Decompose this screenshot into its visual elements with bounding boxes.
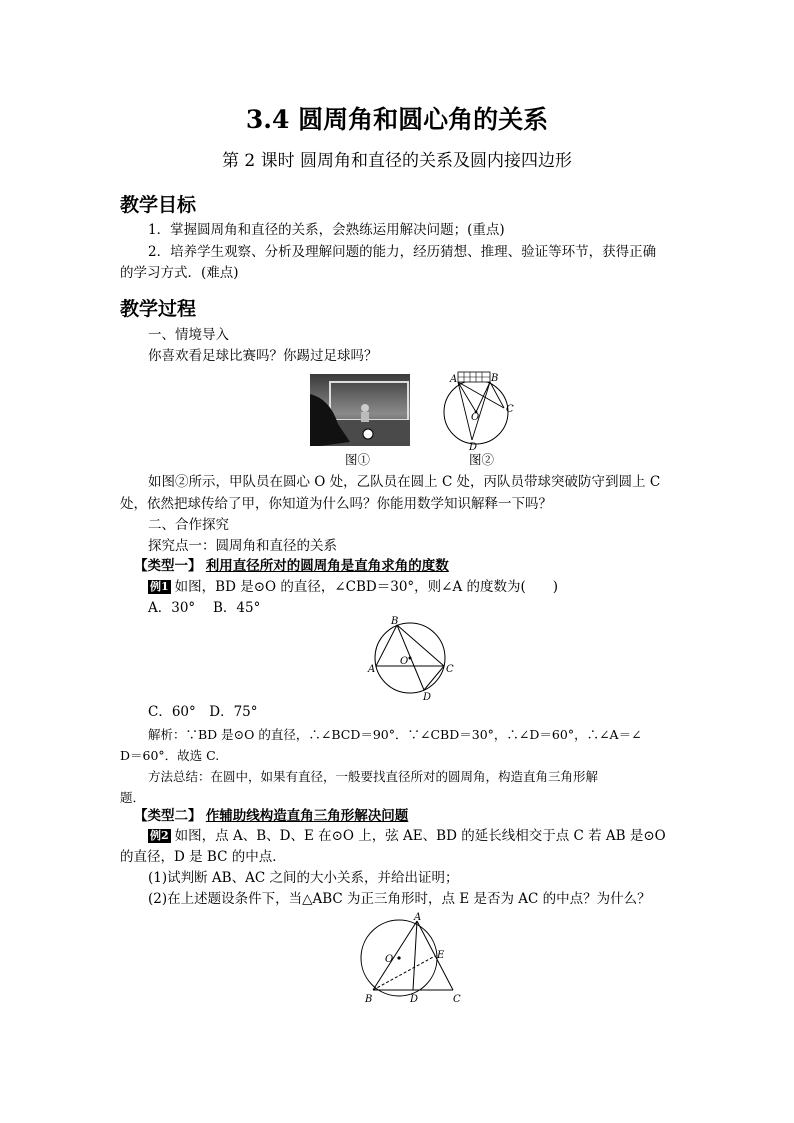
- ex2-label-o: O: [385, 954, 394, 965]
- ex2-label-b: B: [365, 994, 373, 1005]
- page-title: 3.4 圆周角和圆心角的关系: [245, 105, 549, 134]
- example2-text: 如图，点 A、B、D、E 在⊙O 上，弦 AE、BD 的延长线相交于点 C 若 AB 是⊙O: [174, 828, 666, 844]
- ex2-label-c: C: [453, 994, 461, 1005]
- goal-item-2-line1: 2．培养学生观察、分析及理解问题的能力，经历猜想、推理、验证等环节，获得正确: [148, 244, 657, 260]
- example1-figure: [366, 614, 456, 702]
- ex1-label-c: C: [446, 664, 454, 675]
- figure2-circle-goal: [438, 368, 518, 452]
- example2-question1: (1)试判断 AB、AC 之间的大小关系，并给出证明；: [148, 870, 459, 886]
- example1-options-ab: A．30° B．45°: [148, 600, 261, 616]
- ex1-label-b: B: [391, 616, 399, 627]
- figure2-caption: 图②: [469, 452, 495, 467]
- scenario-paragraph-line1: 如图②所示，甲队员在圆心 O 处，乙队员在圆上 C 处，丙队员带球突破防守到圆上 C: [148, 474, 661, 490]
- type1-bracket: 【类型一】: [134, 558, 202, 574]
- method-summary-line1: 方法总结：在圆中，如果有直径，一般要找直径所对的圆周角，构造直角三角形解: [148, 769, 599, 784]
- example2-tag: 例2: [150, 829, 169, 842]
- ex2-label-d: D: [410, 994, 419, 1005]
- intro-question: 你喜欢看足球比赛吗？你踢过足球吗？: [148, 348, 378, 364]
- example1-text: 如图，BD 是⊙O 的直径，∠CBD＝30°，则∠A 的度数为( ): [174, 579, 559, 595]
- goals-heading: 教学目标: [120, 194, 197, 216]
- type2-heading: [134, 806, 408, 827]
- explore-point-1: 探究点一：圆周角和直径的关系: [148, 538, 337, 554]
- fig2-label-d: D: [469, 442, 478, 452]
- type2-title: 作辅助线构造直角三角形解决问题: [205, 808, 409, 824]
- ex2-label-a: A: [414, 912, 422, 923]
- example1-question: [148, 577, 558, 598]
- ex2-label-e: E: [437, 950, 445, 961]
- goal-item-1: 1．掌握圆周角和直径的关系，会熟练运用解决问题；(重点): [148, 222, 505, 238]
- section-intro-heading: 一、情境导入: [148, 327, 229, 343]
- fig2-label-c: C: [506, 404, 514, 415]
- fig2-label-o: O: [471, 412, 480, 423]
- page-subtitle: 第 2 课时 圆周角和直径的关系及圆内接四边形: [221, 151, 573, 171]
- scenario-paragraph-line2: 处，依然把球传给了甲，你知道为什么吗？你能用数学知识解释一下吗？: [120, 496, 552, 512]
- ex1-label-o: O: [400, 656, 409, 667]
- example1-tag: 例1: [150, 580, 169, 593]
- example2-line2: 的直径，D 是 BC 的中点．: [120, 849, 286, 865]
- type1-heading: [134, 556, 449, 577]
- figure1-caption: 图①: [345, 452, 371, 467]
- ex1-label-a: A: [368, 664, 376, 675]
- example1-options-cd: C．60° D．75°: [148, 704, 258, 720]
- type1-title: 利用直径所对的圆周角是直角求角的度数: [205, 558, 449, 574]
- process-heading: 教学过程: [120, 298, 197, 320]
- example2-figure: [357, 910, 475, 1006]
- example2-question2: (2)在上述题设条件下，当△ABC 为正三角形时，点 E 是否为 AC 的中点？为什么？: [148, 891, 651, 907]
- example2-line1: [148, 826, 666, 847]
- ex1-label-d: D: [423, 692, 432, 702]
- method-summary-line2: 题．: [120, 790, 146, 805]
- example1-solution-line2: D＝60°．故选 C.: [120, 748, 220, 763]
- example1-solution-line1: 解析：∵BD 是⊙O 的直径，∴∠BCD＝90°．∵∠CBD＝30°，∴∠D＝60°，∴∠A＝∠: [148, 727, 642, 742]
- type2-bracket: 【类型二】: [134, 808, 202, 824]
- section-explore-heading: 二、合作探究: [148, 517, 229, 533]
- fig2-label-a: A: [450, 374, 458, 385]
- soccer-photo: [310, 374, 410, 446]
- fig2-label-b: B: [491, 373, 499, 384]
- goal-item-2-line2: 的学习方式．(难点): [120, 265, 239, 281]
